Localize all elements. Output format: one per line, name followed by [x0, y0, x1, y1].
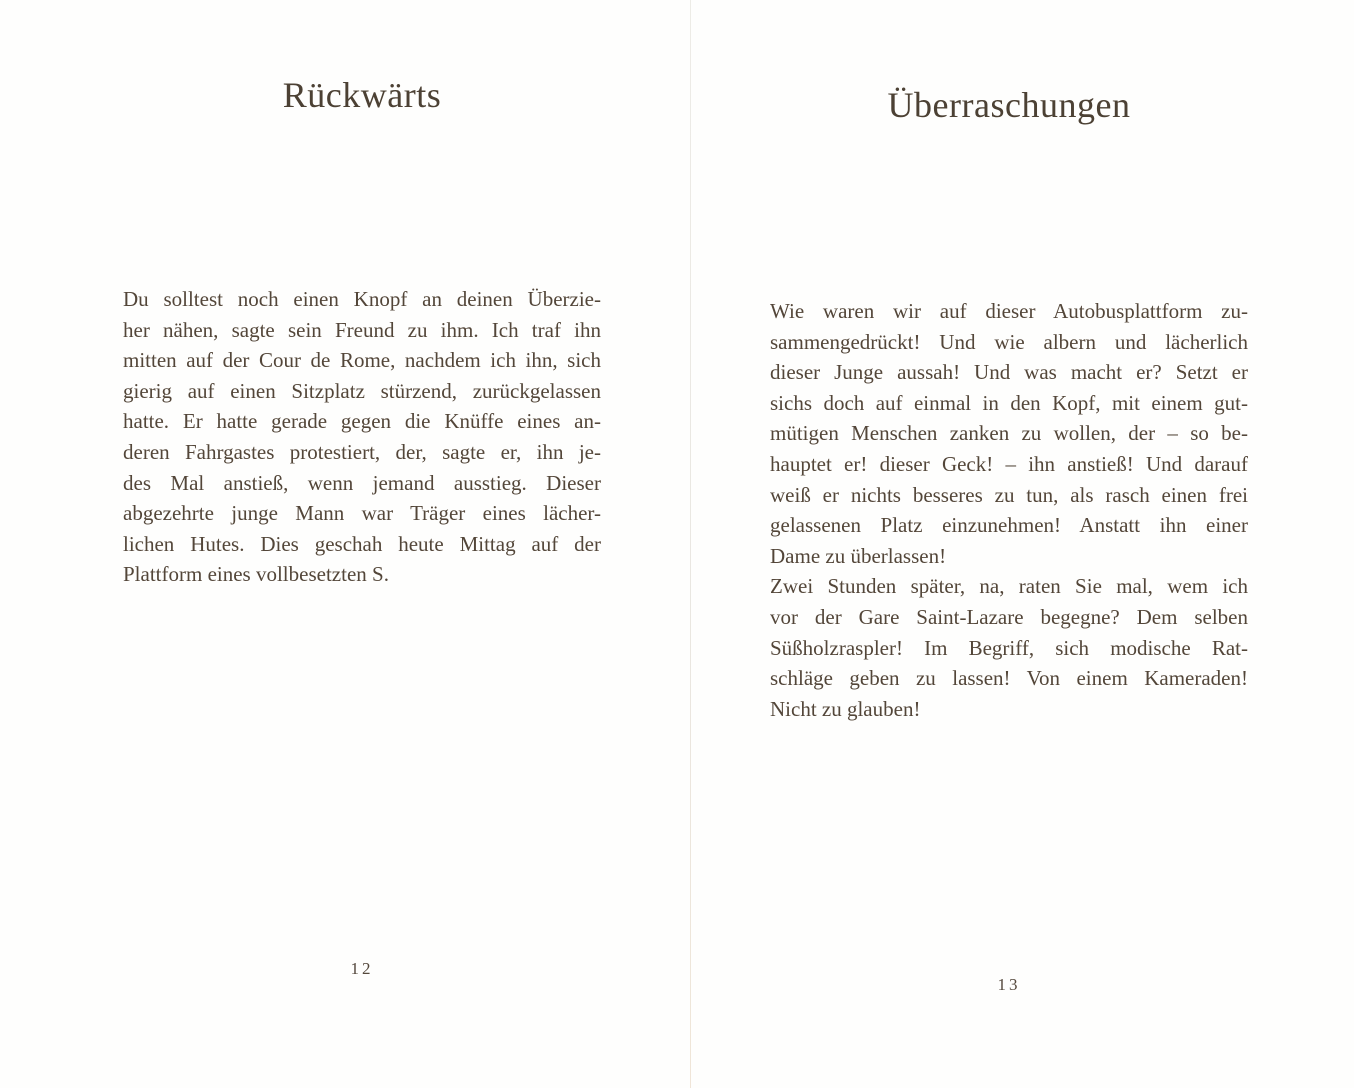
text-line: mitten auf der Cour de Rome, nachdem ich ihn, sich: [123, 348, 601, 373]
text-line: dieser Junge aussah! Und was macht er? Setzt er: [770, 360, 1248, 385]
page-number: 13: [997, 975, 1021, 994]
text-line: hauptet er! dieser Geck! – ihn anstieß! Und darauf: [770, 451, 1248, 476]
text-line: sammengedrückt! Und wie albern und lächerlich: [770, 329, 1248, 354]
page-number: 12: [350, 959, 374, 978]
text-line: des Mal anstieß, wenn jemand ausstieg. Dieser: [123, 470, 601, 495]
text-line: lichen Hutes. Dies geschah heute Mittag auf der: [123, 531, 601, 556]
text-line: Süßholzraspler! Im Begriff, sich modische Rat-: [770, 635, 1248, 660]
text-line: deren Fahrgastes protestiert, der, sagte er, ihn je-: [123, 439, 601, 464]
text-line: abgezehrte junge Mann war Träger eines lächer-: [123, 501, 601, 526]
text-line: gierig auf einen Sitzplatz stürzend, zurückgelassen: [123, 378, 601, 403]
text-line: Nicht zu glauben!: [770, 696, 921, 721]
text-line: mütigen Menschen zanken zu wollen, der – so be-: [770, 421, 1248, 446]
text-line: schläge geben zu lassen! Von einem Kameraden!: [770, 666, 1248, 691]
text-line: hatte. Er hatte gerade gegen die Knüffe eines an-: [123, 409, 601, 434]
text-line: vor der Gare Saint-Lazare begegne? Dem selben: [770, 604, 1248, 629]
page-title: Überraschungen: [887, 85, 1131, 125]
text-line: Dame zu überlassen!: [770, 543, 947, 568]
text-line: Zwei Stunden später, na, raten Sie mal, wem ich: [770, 574, 1248, 599]
body-text: [770, 296, 1248, 724]
text-line: gelassenen Platz einzunehmen! Anstatt ihn einer: [770, 513, 1248, 538]
text-line: Du solltest noch einen Knopf an deinen Überzie-: [123, 287, 601, 311]
page-gutter-line: [690, 0, 691, 1088]
text-line: Wie waren wir auf dieser Autobusplattform zu-: [770, 299, 1248, 323]
page-title: Rückwärts: [282, 75, 442, 115]
text-line: Plattform eines vollbesetzten S.: [123, 562, 389, 587]
text-line: her nähen, sagte sein Freund zu ihm. Ich traf ihn: [123, 317, 601, 342]
text-line: weiß er nichts besseres zu tun, als rasch einen frei: [770, 482, 1248, 507]
body-text: [123, 284, 601, 590]
text-line: sichs doch auf einmal in den Kopf, mit einem gut-: [770, 390, 1248, 415]
